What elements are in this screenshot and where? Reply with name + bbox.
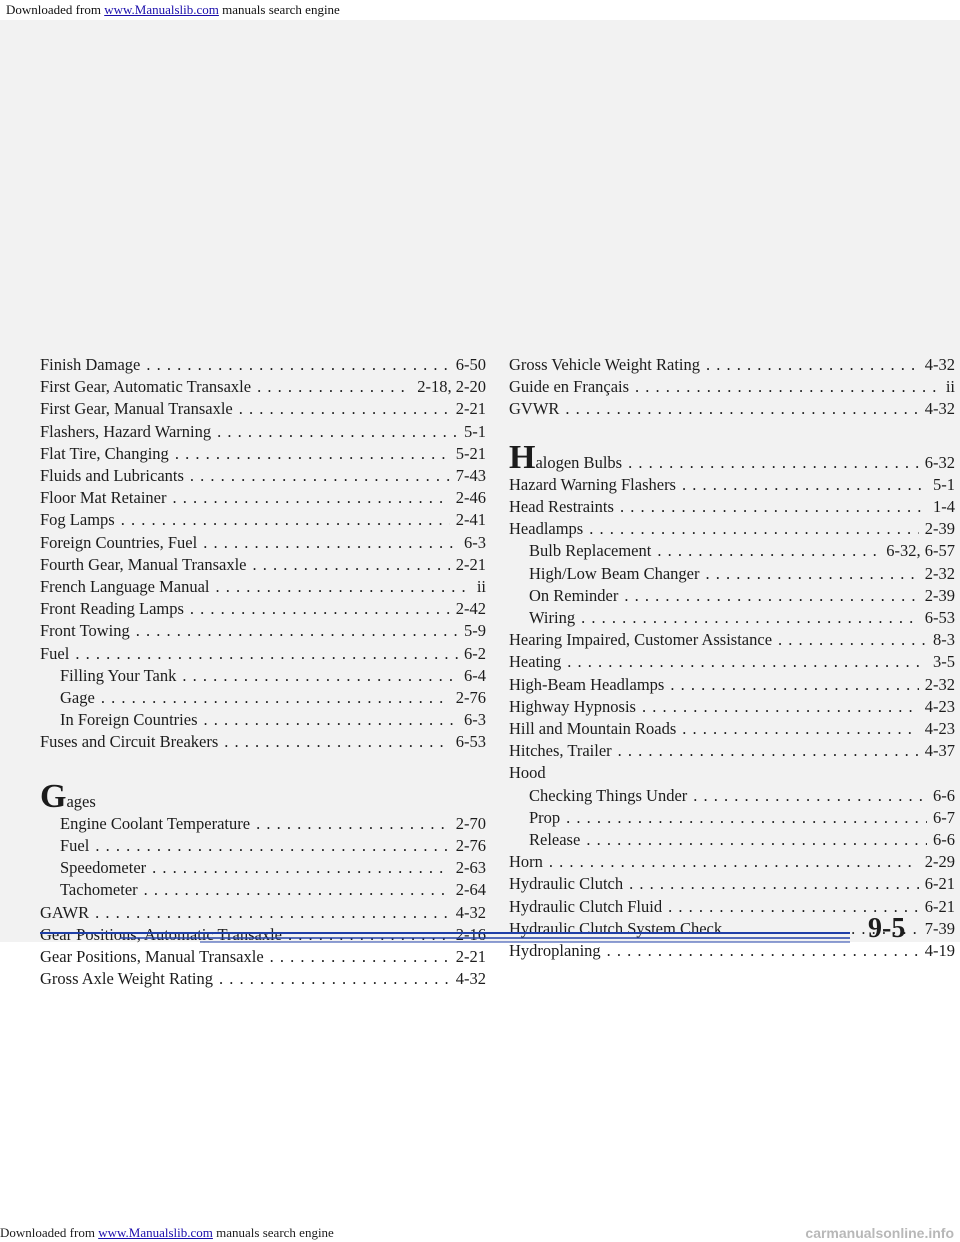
index-entry bbox=[40, 620, 486, 642]
leader-dots bbox=[586, 829, 927, 851]
index-entry-page: 2-32 bbox=[924, 563, 955, 583]
index-entry-page: 6-3 bbox=[464, 532, 486, 552]
index-entry-text: Prop bbox=[529, 807, 561, 827]
leader-dots bbox=[121, 509, 450, 531]
index-section-h bbox=[509, 474, 955, 962]
index-entry-page: 6-6 bbox=[933, 830, 955, 850]
index-entry-page: 2-21 bbox=[455, 399, 486, 419]
index-entry-text: Front Reading Lamps bbox=[40, 599, 184, 619]
leader-dots bbox=[136, 620, 458, 642]
banner-suffix: manuals search engine bbox=[218, 2, 340, 17]
index-entry bbox=[40, 968, 486, 990]
leader-dots bbox=[628, 452, 919, 474]
index-left-column bbox=[40, 354, 486, 990]
leader-dots bbox=[705, 563, 918, 585]
index-entry-page: 2-16 bbox=[455, 924, 486, 944]
index-entry bbox=[40, 835, 486, 857]
leader-dots bbox=[657, 540, 880, 562]
leader-dots bbox=[257, 376, 411, 398]
index-entry-text: Fuel bbox=[60, 836, 90, 856]
index-section-g-continued bbox=[509, 354, 955, 421]
index-entry-page: 2-64 bbox=[455, 880, 486, 900]
index-entry bbox=[509, 873, 955, 895]
index-entry bbox=[40, 398, 486, 420]
leader-dots bbox=[778, 629, 927, 651]
leader-dots bbox=[670, 674, 918, 696]
index-entry-page: 2-41 bbox=[455, 510, 486, 530]
index-entry-page: 7-43 bbox=[455, 466, 486, 486]
index-entry-page: 6-21 bbox=[924, 896, 955, 916]
leader-dots bbox=[624, 585, 918, 607]
leader-dots bbox=[270, 946, 450, 968]
index-entry-page: 4-37 bbox=[924, 741, 955, 761]
index-entry bbox=[40, 731, 486, 753]
leader-dots bbox=[190, 598, 450, 620]
index-entry bbox=[40, 879, 486, 901]
index-entry bbox=[509, 563, 955, 585]
index-entry-text: Wiring bbox=[529, 608, 576, 628]
leader-dots bbox=[567, 651, 927, 673]
index-entry-page: 2-21 bbox=[455, 554, 486, 574]
index-entry bbox=[509, 851, 955, 873]
index-entry-page: 7-39 bbox=[924, 918, 955, 938]
leader-dots bbox=[219, 968, 450, 990]
leader-dots bbox=[629, 873, 919, 895]
index-entry-page: 5-21 bbox=[455, 443, 486, 463]
index-entry-page: 8-3 bbox=[933, 630, 955, 650]
index-entry-page: 4-32 bbox=[924, 355, 955, 374]
index-entry-text: French Language Manual bbox=[40, 577, 210, 597]
index-entry-page: 2-63 bbox=[455, 858, 486, 878]
index-entry-page: 2-76 bbox=[455, 688, 486, 708]
index-entry-page: 2-21 bbox=[455, 947, 486, 967]
index-entry bbox=[40, 946, 486, 968]
index-entry-page: 5-1 bbox=[464, 421, 486, 441]
index-entry bbox=[40, 554, 486, 576]
leader-dots bbox=[693, 785, 927, 807]
index-entry-page: 6-32, 6-57 bbox=[886, 541, 955, 561]
index-entry-text: Bulb Replacement bbox=[529, 541, 652, 561]
index-entry-page: 6-7 bbox=[933, 807, 955, 827]
index-entry bbox=[40, 598, 486, 620]
index-entry-text: High-Beam Headlamps bbox=[509, 674, 665, 694]
index-entry-text: Hood bbox=[509, 763, 546, 783]
index-entry-page: 2-70 bbox=[455, 813, 486, 833]
leader-dots bbox=[75, 643, 458, 665]
leader-dots bbox=[182, 665, 458, 687]
index-entry-text: First Gear, Manual Transaxle bbox=[40, 399, 233, 419]
index-entry-text: Finish Damage bbox=[40, 355, 141, 374]
index-entry-text: Gear Positions, Manual Transaxle bbox=[40, 947, 264, 967]
index-entry bbox=[40, 487, 486, 509]
index-entry bbox=[509, 398, 955, 420]
leader-dots bbox=[581, 607, 919, 629]
index-entry-page: 2-39 bbox=[924, 585, 955, 605]
index-entry-text: Hydraulic Clutch Fluid bbox=[509, 896, 663, 916]
index-entry-text: Horn bbox=[509, 852, 543, 872]
index-entry-page: 5-9 bbox=[464, 621, 486, 641]
index-entry bbox=[40, 421, 486, 443]
index-entry-text: Tachometer bbox=[60, 880, 138, 900]
leader-dots bbox=[682, 474, 927, 496]
leader-dots bbox=[203, 532, 458, 554]
index-entry bbox=[509, 829, 955, 851]
leader-dots bbox=[204, 709, 459, 731]
index-entry bbox=[509, 629, 955, 651]
leader-dots bbox=[566, 807, 927, 829]
index-entry-text: Heating bbox=[509, 652, 562, 672]
leader-dots bbox=[101, 687, 450, 709]
leader-dots bbox=[190, 465, 450, 487]
manualslib-link[interactable]: www.Manualslib.com bbox=[104, 2, 219, 17]
leader-dots bbox=[172, 487, 449, 509]
banner-prefix-bottom: Downloaded from bbox=[0, 1225, 99, 1240]
index-entry-text: High/Low Beam Changer bbox=[529, 563, 700, 583]
index-entry bbox=[509, 762, 955, 784]
index-entry-text: Headlamps bbox=[509, 519, 584, 539]
index-entry bbox=[509, 585, 955, 607]
index-entry bbox=[40, 687, 486, 709]
index-entry bbox=[509, 718, 955, 740]
bottom-banner bbox=[0, 1224, 960, 1242]
index-entry-page: 4-19 bbox=[924, 941, 955, 961]
leader-dots bbox=[144, 879, 450, 901]
index-entry-page: 2-76 bbox=[455, 836, 486, 856]
index-entry bbox=[509, 674, 955, 696]
index-entry-page: 6-21 bbox=[924, 874, 955, 894]
index-entry-page: 6-4 bbox=[464, 665, 486, 685]
leader-dots bbox=[589, 518, 919, 540]
leader-dots bbox=[239, 398, 450, 420]
leader-dots bbox=[216, 576, 471, 598]
index-entry-page: 2-29 bbox=[924, 852, 955, 872]
section-heading-gages: ages bbox=[66, 791, 96, 811]
leader-dots bbox=[549, 851, 919, 873]
index-entry bbox=[509, 696, 955, 718]
index-entry-text: Head Restraints bbox=[509, 497, 614, 517]
index-entry-text: Filling Your Tank bbox=[60, 665, 177, 685]
index-entry-text: Gross Axle Weight Rating bbox=[40, 969, 213, 989]
index-entry bbox=[509, 785, 955, 807]
index-entry bbox=[40, 376, 486, 398]
index-entry bbox=[509, 474, 955, 496]
index-entry bbox=[509, 607, 955, 629]
index-entry-text: On Reminder bbox=[529, 585, 619, 605]
leader-dots bbox=[95, 835, 449, 857]
index-entry bbox=[40, 576, 486, 598]
leader-dots bbox=[224, 731, 449, 753]
index-entry bbox=[509, 354, 955, 376]
index-entry-text: Hill and Mountain Roads bbox=[509, 719, 677, 739]
section-letter-g: G bbox=[40, 777, 67, 815]
leader-dots bbox=[706, 354, 919, 376]
index-entry-text: Engine Coolant Temperature bbox=[60, 813, 251, 833]
index-entry bbox=[40, 643, 486, 665]
leader-dots bbox=[635, 376, 940, 398]
index-entry-page: 5-1 bbox=[933, 474, 955, 494]
index-entry-page: 6-32 bbox=[924, 452, 955, 472]
banner-prefix: Downloaded from bbox=[6, 2, 105, 17]
index-entry bbox=[40, 665, 486, 687]
index-entry-text: Flat Tire, Changing bbox=[40, 443, 169, 463]
index-entry-page: 2-32 bbox=[924, 674, 955, 694]
index-entry-text: Checking Things Under bbox=[529, 785, 688, 805]
leader-dots bbox=[256, 813, 450, 835]
index-entry-page: 1-4 bbox=[933, 497, 955, 517]
index-entry-page: 6-3 bbox=[464, 710, 486, 730]
index-entry-text: Speedometer bbox=[60, 858, 147, 878]
index-entry-page: 4-32 bbox=[455, 902, 486, 922]
leader-dots bbox=[217, 421, 458, 443]
index-entry-page: 6-2 bbox=[464, 643, 486, 663]
index-entry-text: Hydraulic Clutch bbox=[509, 874, 624, 894]
index-entry-page: 2-39 bbox=[924, 519, 955, 539]
index-entry-text: Hazard Warning Flashers bbox=[509, 474, 676, 494]
index-entry-text: Gross Vehicle Weight Rating bbox=[509, 355, 700, 374]
leader-dots bbox=[252, 554, 449, 576]
index-entry-page: 2-46 bbox=[455, 488, 486, 508]
index-entry-page: 2-18, 2-20 bbox=[417, 377, 486, 397]
index-entry bbox=[40, 443, 486, 465]
index-entry bbox=[40, 857, 486, 879]
index-entry bbox=[40, 532, 486, 554]
index-page bbox=[0, 20, 960, 989]
index-entry bbox=[509, 376, 955, 398]
index-entry bbox=[40, 709, 486, 731]
index-entry bbox=[40, 509, 486, 531]
index-entry-text: Front Towing bbox=[40, 621, 130, 641]
index-entry bbox=[40, 465, 486, 487]
index-entry bbox=[509, 807, 955, 829]
leader-dots bbox=[682, 718, 918, 740]
index-entry bbox=[509, 540, 955, 562]
banner-suffix-bottom: manuals search engine bbox=[212, 1225, 334, 1240]
index-entry-text: Highway Hypnosis bbox=[509, 696, 636, 716]
index-entry-text: Fluids and Lubricants bbox=[40, 466, 184, 486]
download-banner bbox=[0, 0, 960, 20]
index-entry-text: Fuses and Circuit Breakers bbox=[40, 732, 219, 752]
index-entry bbox=[40, 354, 486, 376]
index-entry-text: Gage bbox=[60, 688, 95, 708]
index-entry-page: 6-53 bbox=[924, 608, 955, 628]
index-entry-page: 3-5 bbox=[933, 652, 955, 672]
leader-dots bbox=[152, 857, 450, 879]
index-entry-text: First Gear, Automatic Transaxle bbox=[40, 377, 252, 397]
index-entry-page: 6-53 bbox=[455, 732, 486, 752]
index-entry-page: 6-50 bbox=[455, 355, 486, 374]
index-entry-text: GAWR bbox=[40, 902, 90, 922]
index-entry-text: In Foreign Countries bbox=[60, 710, 198, 730]
leader-dots bbox=[642, 696, 919, 718]
leader-dots bbox=[618, 740, 919, 762]
index-entry-page: 4-32 bbox=[455, 969, 486, 989]
index-entry-halogen-bulbs bbox=[509, 438, 955, 476]
index-entry bbox=[509, 740, 955, 762]
index-entry-text: Hitches, Trailer bbox=[509, 741, 612, 761]
index-entry-text: alogen Bulbs bbox=[535, 452, 623, 472]
leader-dots bbox=[175, 443, 450, 465]
index-entry-text: Fuel bbox=[40, 643, 70, 663]
index-entry-page: 4-32 bbox=[924, 399, 955, 419]
watermark: carmanualsonline.info bbox=[805, 1225, 954, 1241]
index-entry-text: Release bbox=[529, 830, 581, 850]
index-entry-text: Hydroplaning bbox=[509, 941, 601, 961]
index-section-g bbox=[40, 813, 486, 991]
index-entry bbox=[509, 651, 955, 673]
index-entry bbox=[509, 518, 955, 540]
leader-dots bbox=[95, 902, 450, 924]
index-entry-text: Foreign Countries, Fuel bbox=[40, 532, 198, 552]
index-section-g-heading bbox=[40, 777, 486, 815]
index-entry-page: ii bbox=[945, 377, 955, 397]
index-entry-text: Guide en Français bbox=[509, 377, 630, 397]
index-entry-text: Hydraulic Clutch System Check bbox=[509, 918, 723, 938]
index-entry-text: Floor Mat Retainer bbox=[40, 488, 167, 508]
index-entry-text: Gear Positions, Automatic Transaxle bbox=[40, 924, 282, 944]
index-entry-page: 4-23 bbox=[924, 719, 955, 739]
index-entry-text: Hearing Impaired, Customer Assistance bbox=[509, 630, 773, 650]
index-entry-page: 2-42 bbox=[455, 599, 486, 619]
leader-dots bbox=[565, 398, 918, 420]
index-entry-text: Flashers, Hazard Warning bbox=[40, 421, 212, 441]
index-entry-text: Fourth Gear, Manual Transaxle bbox=[40, 554, 247, 574]
index-entry-page: ii bbox=[476, 577, 486, 597]
page-number: 9-5 bbox=[868, 913, 906, 944]
index-entry-text: GVWR bbox=[509, 399, 560, 419]
footer-rule bbox=[0, 928, 960, 948]
section-letter-h: H bbox=[509, 438, 536, 476]
leader-dots bbox=[620, 496, 927, 518]
index-entry bbox=[40, 902, 486, 924]
index-right-column bbox=[509, 354, 955, 962]
index-entry-page: 6-6 bbox=[933, 785, 955, 805]
index-section-f bbox=[40, 354, 486, 754]
index-entry bbox=[509, 496, 955, 518]
leader-dots bbox=[146, 354, 449, 376]
manualslib-link-bottom[interactable]: www.Manualslib.com bbox=[98, 1225, 213, 1240]
index-entry-text: Fog Lamps bbox=[40, 510, 115, 530]
index-entry bbox=[40, 813, 486, 835]
index-entry-page: 4-23 bbox=[924, 696, 955, 716]
